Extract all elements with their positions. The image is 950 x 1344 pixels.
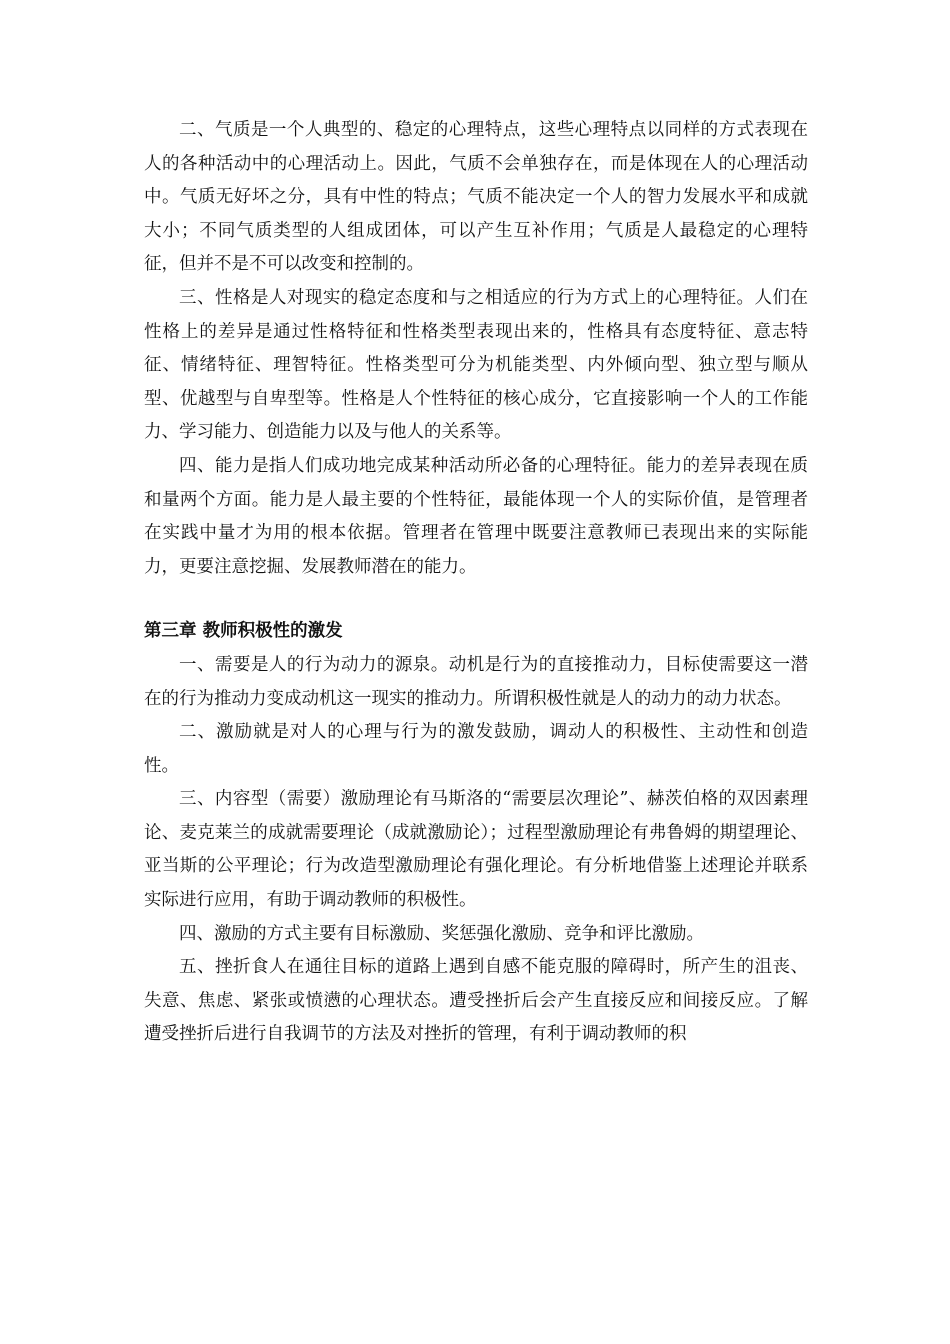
paragraph-motivation-methods: 四、激励的方式主要有目标激励、奖惩强化激励、竞争和评比激励。 bbox=[179, 923, 704, 944]
paragraph-temperament: 二、气质是一个人典型的、稳定的心理特点，这些心理特点以同样的方式表现在人的各种活动中的心理活动上。因此，气质不会单独存在，而是体现在人的心理活动中。气质无好坏之分，具有中性的特点；气质不能决定一个人的智力发展水平和成就大小；不同气质类型的人组成团体，可以产生互补作用；气质是人最稳定的心理特征，但并不是不可以改变和控制的。 bbox=[144, 120, 808, 275]
paragraph-needs: 一、需要是人的行为动力的源泉。动机是行为的直接推动力，目标使需要这一潜在的行为推动力变成动机这一现实的推动力。所谓积极性就是人的动力的动力状态。 bbox=[144, 654, 808, 709]
paragraph-character: 三、性格是人对现实的稳定态度和与之相适应的行为方式上的心理特征。人们在性格上的差异是通过性格特征和性格类型表现出来的，性格具有态度特征、意志特征、情绪特征、理智特征。性格类型可分为机能类型、内外倾向型、独立型与顺从型、优越型与自卑型等。性格是人个性特征的核心成分，它直接影响一个人的工作能力、学习能力、创造能力以及与他人的关系等。 bbox=[144, 287, 808, 443]
document-page bbox=[144, 114, 808, 1052]
paragraph-frustration: 五、挫折食人在通往目标的道路上遇到自感不能克服的障碍时，所产生的沮丧、失意、焦虑、紧张或愤懑的心理状态。遭受挫折后会产生直接反应和间接反应。了解遭受挫折后进行自我调节的方法及对挫折的管理，有利于调动教师的积 bbox=[144, 957, 808, 1045]
paragraph-motivation: 二、激励就是对人的心理与行为的激发鼓励，调动人的积极性、主动性和创造性。 bbox=[144, 722, 808, 776]
paragraph-motivation-theories: 三、内容型（需要）激励理论有马斯洛的“需要层次理论”、赫茨伯格的双因素理论、麦克莱兰的成就需要理论（成就激励论）；过程型激励理论有弗鲁姆的期望理论、亚当斯的公平理论；行为改造型激励理论有强化理论。有分析地借鉴上述理论并联系实际进行应用，有助于调动教师的积极性。 bbox=[144, 789, 808, 911]
chapter-title: 第三章 教师积极性的激发 bbox=[144, 621, 343, 642]
chapter-three bbox=[144, 615, 808, 1052]
paragraph-ability: 四、能力是指人们成功地完成某种活动所必备的心理特征。能力的差异表现在质和量两个方面。能力是人最主要的个性特征，最能体现一个人的实际价值，是管理者在实践中量才为用的根本依据。管理者在管理中既要注意教师已表现出来的实际能力，更要注意挖掘、发展教师潜在的能力。 bbox=[144, 455, 808, 577]
section-personality-traits bbox=[144, 114, 808, 584]
